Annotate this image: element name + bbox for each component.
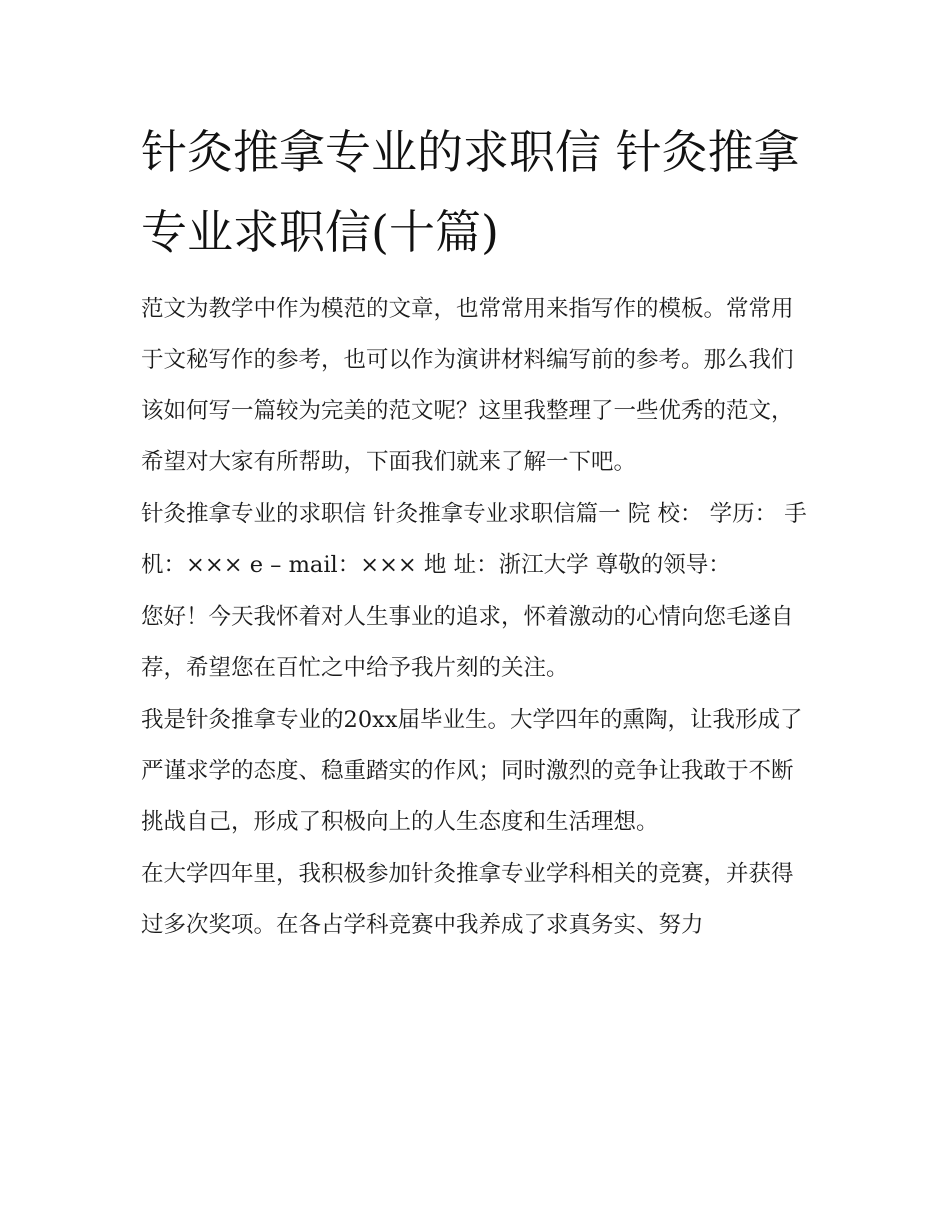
document-content [141, 112, 813, 952]
body-paragraph: 针灸推拿专业的求职信 针灸推拿专业求职信篇一 院 校： 学历： 手 机：××× e – mail：××× 地 址：浙江大学 尊敬的领导： [141, 501, 807, 578]
document-body [141, 284, 813, 951]
body-paragraph: 在大学四年里，我积极参加针灸推拿专业学科相关的竞赛，并获得过多次奖项。在各占学科竞赛中我养成了求真务实、努力 [141, 861, 794, 938]
body-paragraph: 您好！今天我怀着对人生事业的追求，怀着激动的心情向您毛遂自荐，希望您在百忙之中给予我片刻的关注。 [141, 604, 794, 681]
body-paragraph: 范文为教学中作为模范的文章，也常常用来指写作的模板。常常用于文秘写作的参考，也可以作为演讲材料编写前的参考。那么我们该如何写一篇较为完美的范文呢？这里我整理了一些优秀的范文，希望对大家有所帮助，下面我们就来了解一下吧。 [141, 296, 794, 475]
document-title: 针灸推拿专业的求职信 针灸推拿专业求职信(十篇) [141, 125, 800, 259]
body-paragraph: 我是针灸推拿专业的20xx届毕业生。大学四年的熏陶，让我形成了严谨求学的态度、稳重踏实的作风；同时激烈的竞争让我敢于不断挑战自己，形成了积极向上的人生态度和生活理想。 [141, 707, 803, 835]
